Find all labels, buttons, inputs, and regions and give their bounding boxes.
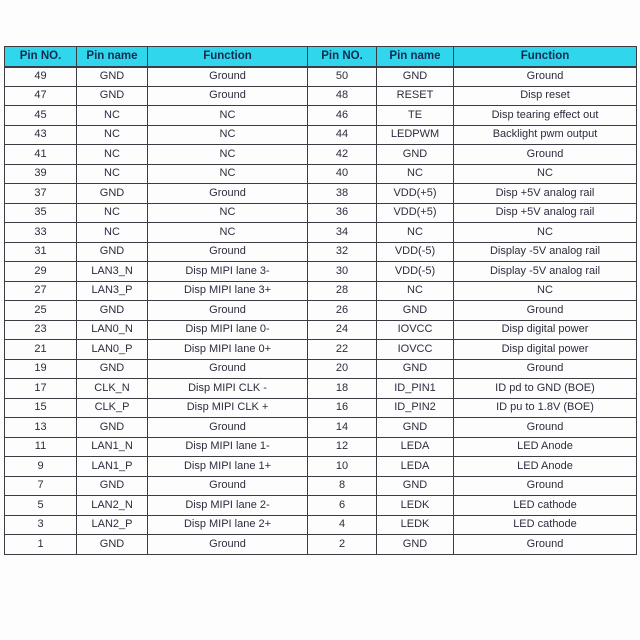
function-cell: Ground bbox=[454, 359, 637, 379]
pin-name-cell: LAN0_N bbox=[77, 320, 148, 340]
function-cell: Ground bbox=[148, 86, 308, 106]
pin-no-cell: 11 bbox=[5, 437, 77, 457]
function-cell: Disp +5V analog rail bbox=[454, 184, 637, 204]
pin-no-cell: 3 bbox=[5, 515, 77, 535]
function-cell: Ground bbox=[148, 184, 308, 204]
pin-name-cell: RESET bbox=[377, 86, 454, 106]
function-cell: Disp MIPI lane 3- bbox=[148, 262, 308, 282]
pin-no-cell: 17 bbox=[5, 379, 77, 399]
function-cell: Display -5V analog rail bbox=[454, 242, 637, 262]
table-row bbox=[5, 242, 637, 262]
pin-no-cell: 4 bbox=[308, 515, 377, 535]
function-cell: Disp reset bbox=[454, 86, 637, 106]
pin-name-cell: LEDA bbox=[377, 457, 454, 477]
pin-no-cell: 1 bbox=[5, 535, 77, 555]
table-row bbox=[5, 67, 637, 87]
pin-no-cell: 48 bbox=[308, 86, 377, 106]
pin-name-cell: IOVCC bbox=[377, 340, 454, 360]
function-cell: Display -5V analog rail bbox=[454, 262, 637, 282]
pin-name-cell: NC bbox=[377, 223, 454, 243]
pin-no-cell: 7 bbox=[5, 476, 77, 496]
function-cell: NC bbox=[148, 145, 308, 165]
pin-no-cell: 29 bbox=[5, 262, 77, 282]
function-cell: Ground bbox=[148, 476, 308, 496]
pin-name-cell: LEDK bbox=[377, 496, 454, 516]
pin-no-cell: 31 bbox=[5, 242, 77, 262]
header-pin-no-left: Pin NO. bbox=[5, 47, 77, 67]
pin-no-cell: 23 bbox=[5, 320, 77, 340]
table-row bbox=[5, 106, 637, 126]
pin-no-cell: 19 bbox=[5, 359, 77, 379]
pin-name-cell: TE bbox=[377, 106, 454, 126]
function-cell: Disp MIPI lane 3+ bbox=[148, 281, 308, 301]
pin-name-cell: NC bbox=[77, 164, 148, 184]
function-cell: Disp tearing effect out bbox=[454, 106, 637, 126]
function-cell: Backlight pwm output bbox=[454, 125, 637, 145]
function-cell: Ground bbox=[454, 476, 637, 496]
pin-name-cell: GND bbox=[77, 67, 148, 87]
pin-no-cell: 43 bbox=[5, 125, 77, 145]
table-row bbox=[5, 359, 637, 379]
pin-no-cell: 9 bbox=[5, 457, 77, 477]
function-cell: LED Anode bbox=[454, 437, 637, 457]
pin-name-cell: GND bbox=[377, 301, 454, 321]
function-cell: LED cathode bbox=[454, 515, 637, 535]
pin-no-cell: 46 bbox=[308, 106, 377, 126]
pin-no-cell: 41 bbox=[5, 145, 77, 165]
pin-name-cell: GND bbox=[377, 145, 454, 165]
pin-no-cell: 42 bbox=[308, 145, 377, 165]
table-row bbox=[5, 203, 637, 223]
function-cell: Disp MIPI lane 2+ bbox=[148, 515, 308, 535]
function-cell: NC bbox=[148, 203, 308, 223]
table-row bbox=[5, 418, 637, 438]
pin-name-cell: GND bbox=[377, 476, 454, 496]
pin-no-cell: 34 bbox=[308, 223, 377, 243]
pin-no-cell: 49 bbox=[5, 67, 77, 87]
pin-name-cell: VDD(+5) bbox=[377, 184, 454, 204]
pin-name-cell: LAN3_P bbox=[77, 281, 148, 301]
table-row bbox=[5, 125, 637, 145]
pin-name-cell: GND bbox=[377, 418, 454, 438]
pin-name-cell: VDD(+5) bbox=[377, 203, 454, 223]
pin-no-cell: 10 bbox=[308, 457, 377, 477]
pin-no-cell: 44 bbox=[308, 125, 377, 145]
function-cell: ID pd to GND (BOE) bbox=[454, 379, 637, 399]
header-pin-no-right: Pin NO. bbox=[308, 47, 377, 67]
function-cell: Disp MIPI lane 2- bbox=[148, 496, 308, 516]
table-header-row bbox=[5, 47, 637, 67]
pin-no-cell: 20 bbox=[308, 359, 377, 379]
table-row bbox=[5, 262, 637, 282]
pin-no-cell: 33 bbox=[5, 223, 77, 243]
pin-name-cell: LEDPWM bbox=[377, 125, 454, 145]
pin-name-cell: NC bbox=[377, 164, 454, 184]
pin-no-cell: 15 bbox=[5, 398, 77, 418]
pin-no-cell: 18 bbox=[308, 379, 377, 399]
function-cell: Ground bbox=[454, 301, 637, 321]
pin-no-cell: 12 bbox=[308, 437, 377, 457]
function-cell: NC bbox=[148, 106, 308, 126]
pin-no-cell: 45 bbox=[5, 106, 77, 126]
header-pin-name-right: Pin name bbox=[377, 47, 454, 67]
pin-no-cell: 8 bbox=[308, 476, 377, 496]
pin-no-cell: 30 bbox=[308, 262, 377, 282]
pin-name-cell: ID_PIN1 bbox=[377, 379, 454, 399]
pin-no-cell: 37 bbox=[5, 184, 77, 204]
pin-no-cell: 47 bbox=[5, 86, 77, 106]
pin-no-cell: 36 bbox=[308, 203, 377, 223]
function-cell: Disp digital power bbox=[454, 320, 637, 340]
header-function-left: Function bbox=[148, 47, 308, 67]
table-row bbox=[5, 86, 637, 106]
function-cell: Disp MIPI CLK - bbox=[148, 379, 308, 399]
pin-name-cell: LAN2_P bbox=[77, 515, 148, 535]
pin-name-cell: GND bbox=[77, 418, 148, 438]
pin-name-cell: GND bbox=[77, 86, 148, 106]
pin-no-cell: 26 bbox=[308, 301, 377, 321]
table-row bbox=[5, 398, 637, 418]
pin-no-cell: 22 bbox=[308, 340, 377, 360]
pin-no-cell: 2 bbox=[308, 535, 377, 555]
pin-name-cell: NC bbox=[77, 145, 148, 165]
function-cell: Disp MIPI CLK + bbox=[148, 398, 308, 418]
function-cell: NC bbox=[148, 125, 308, 145]
function-cell: NC bbox=[148, 164, 308, 184]
table-row bbox=[5, 184, 637, 204]
pin-no-cell: 38 bbox=[308, 184, 377, 204]
table-row bbox=[5, 476, 637, 496]
function-cell: Disp MIPI lane 1+ bbox=[148, 457, 308, 477]
pin-name-cell: NC bbox=[77, 223, 148, 243]
header-pin-name-left: Pin name bbox=[77, 47, 148, 67]
pin-no-cell: 28 bbox=[308, 281, 377, 301]
pin-name-cell: NC bbox=[77, 106, 148, 126]
table-row bbox=[5, 281, 637, 301]
pin-no-cell: 50 bbox=[308, 67, 377, 87]
pin-name-cell: LAN3_N bbox=[77, 262, 148, 282]
pin-name-cell: NC bbox=[77, 203, 148, 223]
function-cell: ID pu to 1.8V (BOE) bbox=[454, 398, 637, 418]
pin-no-cell: 24 bbox=[308, 320, 377, 340]
table-row bbox=[5, 340, 637, 360]
function-cell: Disp MIPI lane 0- bbox=[148, 320, 308, 340]
pin-no-cell: 40 bbox=[308, 164, 377, 184]
pinout-table-body bbox=[5, 67, 637, 555]
table-row bbox=[5, 437, 637, 457]
pin-no-cell: 32 bbox=[308, 242, 377, 262]
function-cell: Ground bbox=[148, 67, 308, 87]
pin-no-cell: 14 bbox=[308, 418, 377, 438]
pin-no-cell: 16 bbox=[308, 398, 377, 418]
function-cell: NC bbox=[454, 164, 637, 184]
function-cell: LED cathode bbox=[454, 496, 637, 516]
pin-name-cell: LAN0_P bbox=[77, 340, 148, 360]
pin-no-cell: 27 bbox=[5, 281, 77, 301]
pin-no-cell: 21 bbox=[5, 340, 77, 360]
function-cell: Ground bbox=[148, 242, 308, 262]
pin-name-cell: GND bbox=[377, 535, 454, 555]
table-row bbox=[5, 145, 637, 165]
function-cell: Ground bbox=[148, 301, 308, 321]
function-cell: Ground bbox=[148, 418, 308, 438]
pin-name-cell: GND bbox=[77, 301, 148, 321]
pin-name-cell: GND bbox=[77, 535, 148, 555]
function-cell: NC bbox=[148, 223, 308, 243]
function-cell: Ground bbox=[454, 67, 637, 87]
pin-name-cell: GND bbox=[377, 67, 454, 87]
pin-name-cell: ID_PIN2 bbox=[377, 398, 454, 418]
table-row bbox=[5, 223, 637, 243]
table-row bbox=[5, 379, 637, 399]
function-cell: Ground bbox=[454, 418, 637, 438]
function-cell: Ground bbox=[454, 535, 637, 555]
function-cell: Disp MIPI lane 1- bbox=[148, 437, 308, 457]
function-cell: Ground bbox=[454, 145, 637, 165]
function-cell: Ground bbox=[148, 359, 308, 379]
table-row bbox=[5, 496, 637, 516]
table-row bbox=[5, 320, 637, 340]
pinout-table bbox=[4, 46, 637, 555]
pin-no-cell: 35 bbox=[5, 203, 77, 223]
function-cell: Disp digital power bbox=[454, 340, 637, 360]
pin-no-cell: 13 bbox=[5, 418, 77, 438]
pin-no-cell: 39 bbox=[5, 164, 77, 184]
pin-name-cell: VDD(-5) bbox=[377, 262, 454, 282]
pin-no-cell: 5 bbox=[5, 496, 77, 516]
pin-name-cell: LAN1_P bbox=[77, 457, 148, 477]
pin-name-cell: GND bbox=[377, 359, 454, 379]
pin-name-cell: GND bbox=[77, 359, 148, 379]
pin-name-cell: LEDA bbox=[377, 437, 454, 457]
function-cell: Ground bbox=[148, 535, 308, 555]
pin-name-cell: NC bbox=[77, 125, 148, 145]
pin-name-cell: IOVCC bbox=[377, 320, 454, 340]
pin-name-cell: LAN1_N bbox=[77, 437, 148, 457]
table-row bbox=[5, 164, 637, 184]
pin-name-cell: CLK_P bbox=[77, 398, 148, 418]
header-function-right: Function bbox=[454, 47, 637, 67]
pin-name-cell: NC bbox=[377, 281, 454, 301]
function-cell: NC bbox=[454, 223, 637, 243]
function-cell: LED Anode bbox=[454, 457, 637, 477]
table-row bbox=[5, 301, 637, 321]
table-row bbox=[5, 535, 637, 555]
pin-name-cell: VDD(-5) bbox=[377, 242, 454, 262]
pin-name-cell: GND bbox=[77, 476, 148, 496]
pin-no-cell: 6 bbox=[308, 496, 377, 516]
pin-name-cell: GND bbox=[77, 242, 148, 262]
pin-name-cell: CLK_N bbox=[77, 379, 148, 399]
function-cell: Disp +5V analog rail bbox=[454, 203, 637, 223]
function-cell: NC bbox=[454, 281, 637, 301]
pin-name-cell: LAN2_N bbox=[77, 496, 148, 516]
pin-no-cell: 25 bbox=[5, 301, 77, 321]
function-cell: Disp MIPI lane 0+ bbox=[148, 340, 308, 360]
table-row bbox=[5, 515, 637, 535]
pin-name-cell: LEDK bbox=[377, 515, 454, 535]
pin-name-cell: GND bbox=[77, 184, 148, 204]
table-row bbox=[5, 457, 637, 477]
